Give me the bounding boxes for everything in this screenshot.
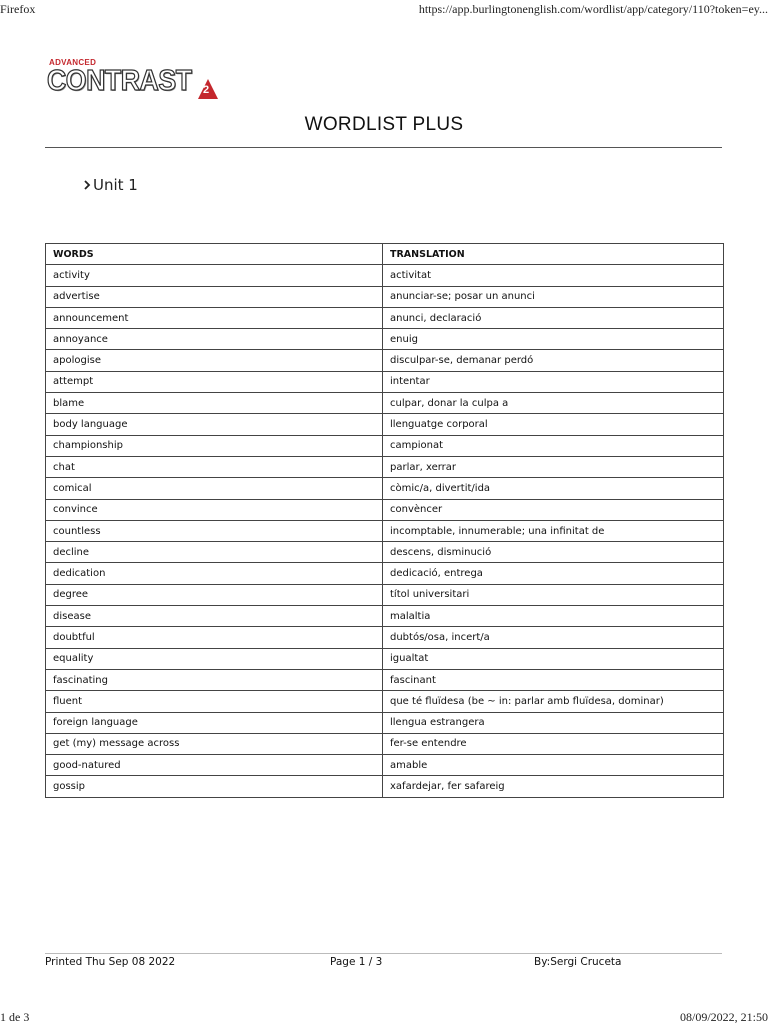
table-row [46,307,724,328]
chevron-right-icon [83,180,91,190]
translation-cell: parlar, xerrar [383,456,724,477]
print-page-count: 1 de 3 [0,1010,30,1024]
table-row [46,606,724,627]
translation-cell: fer-se entendre [383,733,724,754]
translation-cell: còmic/a, divertit/ida [383,478,724,499]
word-cell: blame [46,393,383,414]
word-cell: decline [46,542,383,563]
word-cell: fluent [46,691,383,712]
word-cell: convince [46,499,383,520]
translation-cell: enuig [383,329,724,350]
word-cell: equality [46,648,383,669]
translation-cell: malaltia [383,606,724,627]
word-cell: fascinating [46,669,383,690]
print-datetime: 08/09/2022, 21:50 [679,1010,768,1024]
logo [47,58,227,104]
translation-cell: llengua estrangera [383,712,724,733]
logo-contrast-text: CONTRAST [47,65,192,97]
translation-cell: activitat [383,265,724,286]
word-cell: countless [46,520,383,541]
table-row [46,669,724,690]
word-cell: championship [46,435,383,456]
header-divider [45,147,722,148]
word-cell: doubtful [46,627,383,648]
table-row [46,542,724,563]
translation-cell: intentar [383,371,724,392]
printed-date: Printed Thu Sep 08 2022 [45,956,176,968]
word-cell: comical [46,478,383,499]
word-cell: body language [46,414,383,435]
translation-cell: llenguatge corporal [383,414,724,435]
word-cell: disease [46,606,383,627]
word-cell: get (my) message across [46,733,383,754]
table-row [46,329,724,350]
table-row [46,393,724,414]
translation-cell: xafardejar, fer safareig [383,776,724,797]
word-cell: good-natured [46,755,383,776]
footer-divider [45,953,722,954]
table-row [46,499,724,520]
page-title: WORDLIST PLUS [304,114,464,135]
table-row [46,265,724,286]
translation-cell: anunciar-se; posar un anunci [383,286,724,307]
table-row [46,733,724,754]
translation-cell: dedicació, entrega [383,563,724,584]
table-row [46,755,724,776]
table-row [46,691,724,712]
table-row [46,350,724,371]
table-row [46,520,724,541]
word-cell: chat [46,456,383,477]
word-cell: foreign language [46,712,383,733]
page-number: Page 1 / 3 [330,956,383,968]
table-header-row [46,244,724,265]
translation-cell: amable [383,755,724,776]
translation-cell: descens, disminució [383,542,724,563]
print-header-app: Firefox [0,2,36,16]
word-cell: announcement [46,307,383,328]
logo-advanced-text: ADVANCED [49,58,97,67]
unit-label: Unit 1 [93,176,138,194]
table-row [46,371,724,392]
translation-cell: anunci, declaració [383,307,724,328]
print-header-url: https://app.burlingtonenglish.com/wordlist/app/category/110?token=ey... [418,2,768,16]
table-row [46,435,724,456]
column-header-translation: TRANSLATION [383,244,724,265]
translation-cell: convèncer [383,499,724,520]
word-cell: activity [46,265,383,286]
translation-cell: disculpar-se, demanar perdó [383,350,724,371]
word-cell: dedication [46,563,383,584]
word-cell: degree [46,584,383,605]
word-cell: apologise [46,350,383,371]
table-row [46,776,724,797]
translation-cell: que té fluïdesa (be ~ in: parlar amb fluïdesa, dominar) [383,691,724,712]
table-row [46,584,724,605]
word-cell: attempt [46,371,383,392]
translation-cell: títol universitari [383,584,724,605]
logo-level-number: 2 [203,84,210,96]
column-header-words: WORDS [46,244,383,265]
table-row [46,478,724,499]
table-row [46,414,724,435]
author: By:Sergi Cruceta [534,956,622,968]
table-row [46,456,724,477]
word-cell: gossip [46,776,383,797]
table-row [46,648,724,669]
translation-cell: igualtat [383,648,724,669]
table-row [46,712,724,733]
translation-cell: dubtós/osa, incert/a [383,627,724,648]
word-cell: advertise [46,286,383,307]
translation-cell: culpar, donar la culpa a [383,393,724,414]
table-row [46,563,724,584]
table-row [46,286,724,307]
translation-cell: fascinant [383,669,724,690]
table-row [46,627,724,648]
translation-cell: campionat [383,435,724,456]
word-cell: annoyance [46,329,383,350]
translation-cell: incomptable, innumerable; una infinitat de [383,520,724,541]
unit-heading[interactable] [83,176,138,194]
wordlist-table [45,243,724,798]
